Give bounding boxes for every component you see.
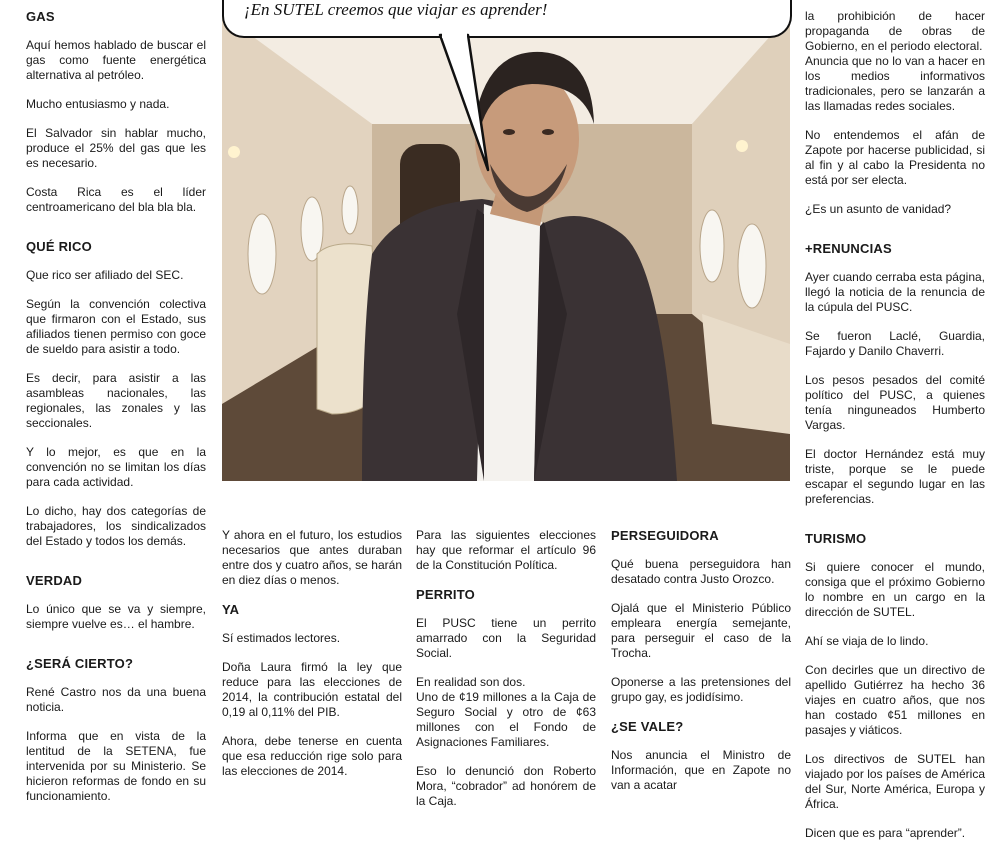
paragraph: Si quiere conocer el mundo, consiga que el próximo Gobierno lo nombre en un cargo en la dirección de SUTEL. [805, 560, 985, 619]
paragraph: Con decirles que un directivo de apellido Gutiérrez ha hecho 36 viajes en cuatro años, que nos han costado ¢51 millones en pasajes y viáticos. [805, 663, 985, 737]
paragraph: Costa Rica es el líder centroamericano del bla bla bla. [26, 185, 206, 214]
paragraph: Ojalá que el Ministerio Público empleara energía semejante, para perseguir el caso de la Trocha. [611, 601, 791, 660]
paragraph: Ahora, debe tenerse en cuenta que esa reducción rige solo para las elecciones de 2014. [222, 734, 402, 778]
paragraph: Lo dicho, hay dos categorías de trabajadores, los sindicalizados del Estado y todos los demás. [26, 504, 206, 548]
speech-bubble-text: ¡En SUTEL creemos que viajar es aprender! [244, 0, 548, 19]
section-heading-ya: YA [222, 602, 240, 617]
paragraph: Nos anuncia el Ministro de Información, que en Zapote no van a acatar [611, 748, 791, 792]
paragraph: ¿Es un asunto de vanidad? [805, 202, 952, 216]
speech-bubble-tail [0, 0, 1000, 200]
paragraph: la prohibición de hacer propaganda de obras de Gobierno, en el periodo electoral. [805, 9, 985, 53]
paragraph: Sí estimados lectores. [222, 631, 341, 645]
paragraph: René Castro nos da una buena noticia. [26, 685, 206, 714]
paragraph: Es decir, para asistir a las asambleas nacionales, las regionales, las zonales y las seccionales. [26, 371, 206, 430]
paragraph: Informa que en vista de la lentitud de la SETENA, fue intervenida por su Ministerio. Se hicieron reformas de fondo en su funcionamiento. [26, 729, 206, 803]
paragraph: Mucho entusiasmo y nada. [26, 97, 170, 111]
paragraph: El doctor Hernández está muy triste, porque se le puede escapar el segundo lugar en las preferencias. [805, 447, 985, 506]
section-heading-perrito: PERRITO [416, 587, 475, 602]
paragraph: Según la convención colectiva que firmaron con el Estado, sus afiliados tienen permiso con goce de sueldo para asistir a todo. [26, 297, 206, 356]
paragraph: Los pesos pesados del comité político del PUSC, a quienes tenía ninguneados Humberto Vargas. [805, 373, 985, 432]
paragraph: Anuncia que no lo van a hacer en los medios informativos tradicionales, pero se lanzarán a las llamadas redes sociales. [805, 54, 985, 113]
paragraph: En realidad son dos. [416, 675, 526, 689]
column-3 [416, 528, 596, 823]
section-heading-renuncias: +RENUNCIAS [805, 241, 892, 256]
section-heading-sera-cierto: ¿SERÁ CIERTO? [26, 656, 134, 671]
paragraph: Doña Laura firmó la ley que reduce para las elecciones de 2014, la contribución estatal del 0,19 al 0,11% del PIB. [222, 660, 402, 719]
paragraph: Lo único que se va y siempre, siempre vuelve es… el hambre. [26, 602, 206, 631]
paragraph: El Salvador sin hablar mucho, produce el 25% del gas que les es necesario. [26, 126, 206, 170]
paragraph: Ahí se viaja de lo lindo. [805, 634, 929, 648]
paragraph: Aquí hemos hablado de buscar el gas como fuente energética alternativa al petróleo. [26, 38, 206, 82]
paragraph: Y lo mejor, es que en la convención no se limitan los días para cada actividad. [26, 445, 206, 489]
column-4 [611, 528, 791, 807]
paragraph: Qué buena perseguidora han desatado contra Justo Orozco. [611, 557, 791, 586]
paragraph: Ayer cuando cerraba esta página, llegó la noticia de la renuncia de la cúpula del PUSC. [805, 270, 985, 314]
paragraph: Y ahora en el futuro, los estudios necesarios que antes duraban entre dos y cuatro años, se harán en diez días o menos. [222, 528, 402, 587]
paragraph: No entendemos el afán de Zapote por hacerse publicidad, si al fin y al cabo la Presidenta no está por ser electa. [805, 128, 985, 187]
paragraph: Dicen que es para “aprender”. [805, 826, 966, 840]
paragraph: Oponerse a las pretensiones del grupo gay, es jodidísimo. [611, 675, 791, 704]
paragraph: El PUSC tiene un perrito amarrado con la Seguridad Social. [416, 616, 596, 660]
paragraph: Que rico ser afiliado del SEC. [26, 268, 184, 282]
section-heading-verdad: VERDAD [26, 573, 83, 588]
section-heading-que-rico: QUÉ RICO [26, 239, 92, 254]
paragraph: Uno de ¢19 millones a la Caja de Seguro Social y otro de ¢63 millones con el Fondo de Asignaciones Familiares. [416, 690, 596, 749]
paragraph: Eso lo denunció don Roberto Mora, “cobrador” ad honórem de la Caja. [416, 764, 596, 808]
section-heading-perseguidora: PERSEGUIDORA [611, 528, 719, 543]
paragraph: Los directivos de SUTEL han viajado por los países de América del Sur, Norte América, Europa y África. [805, 752, 985, 811]
section-heading-gas: GAS [26, 9, 55, 24]
section-heading-se-vale: ¿SE VALE? [611, 719, 684, 734]
paragraph: Se fueron Laclé, Guardia, Fajardo y Danilo Chaverri. [805, 329, 985, 358]
section-heading-turismo: TURISMO [805, 531, 867, 546]
paragraph: Para las siguientes elecciones hay que reformar el artículo 96 de la Constitución Política. [416, 528, 596, 572]
column-2 [222, 528, 402, 793]
